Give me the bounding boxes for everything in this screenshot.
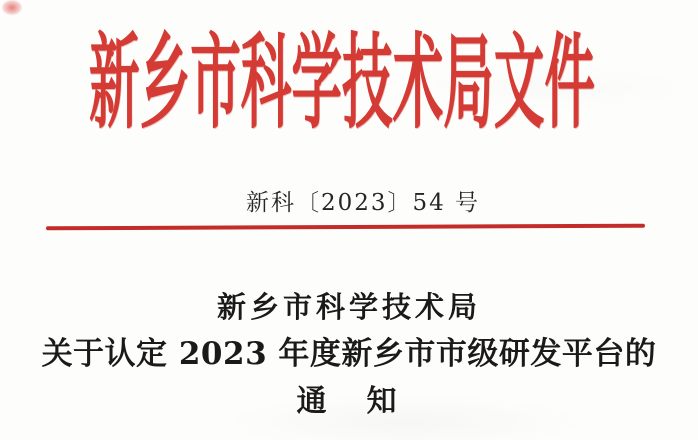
notice-title-issuer: 新乡市科学技术局 bbox=[216, 290, 481, 324]
masthead-title: 新乡市科学技术局文件 bbox=[89, 21, 596, 143]
red-divider-rule bbox=[46, 224, 645, 231]
document-masthead bbox=[0, 21, 684, 143]
notice-title-subject: 关于认定 2023 年度新乡市市级研发平台的 bbox=[41, 336, 657, 372]
scan-smudge-mark bbox=[2, 0, 22, 15]
notice-title-type: 通 知 bbox=[296, 384, 402, 419]
document-number: 新科〔2023〕54 号 bbox=[245, 190, 481, 216]
notice-title-block bbox=[0, 283, 698, 425]
